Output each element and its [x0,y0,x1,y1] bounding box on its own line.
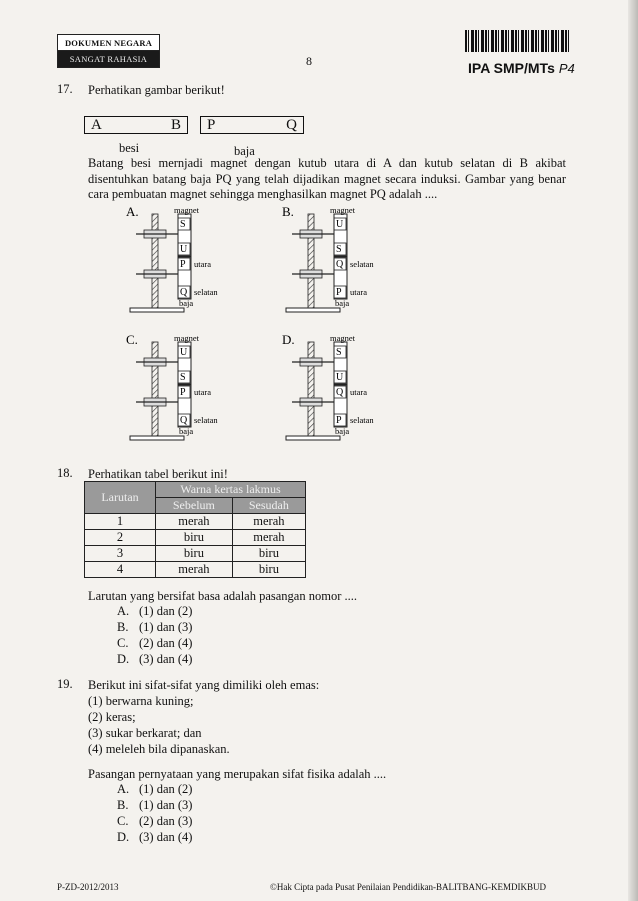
stand-pole [308,342,314,438]
table-row [85,546,306,562]
stand-pole [152,214,158,310]
q18-option-b[interactable]: B. (1) dan (3) [117,620,193,634]
steel-label: baja [335,298,350,308]
steel-bottom-end: Q [180,287,188,298]
subject-handwritten-mark: P4 [558,61,575,76]
litmus-table [84,481,306,578]
row-before: biru [156,546,233,562]
table-row [85,514,306,530]
row-before: merah [156,514,233,530]
subject-text: IPA SMP/MTs [468,60,555,76]
magnet-label: magnet [174,205,200,215]
steel-bottom-end: P [336,415,342,426]
barcode-icon [465,30,569,52]
steel-top-end: P [180,259,186,270]
steel-bottom-pole: selatan [194,287,218,297]
q19-body [88,677,319,757]
header-litmus-color: Warna kertas lakmus [156,482,306,498]
option-diagram-b [282,204,374,312]
q18-options [117,603,192,667]
q19-statement: (1) berwarna kuning; [88,694,194,708]
steel-bottom-pole: utara [350,287,367,297]
steel-top-pole: utara [350,387,367,397]
steel-bottom-pole: selatan [194,415,218,425]
row-before: merah [156,562,233,578]
q19-question: Pasangan pernyataan yang merupakan sifat fisika adalah .... [88,767,387,781]
row-after: biru [232,546,305,562]
magnet-label: magnet [330,333,356,343]
q19-option-a[interactable]: A. (1) dan (2) [117,782,193,796]
document-classification-box [57,34,160,68]
row-after: merah [232,514,305,530]
steel-top-pole: utara [194,259,211,269]
header-larutan: Larutan [85,482,156,514]
row-number: 3 [85,546,156,562]
q19-number: 19. [57,677,73,691]
q19-options [117,781,192,845]
bar-end-b: B [170,116,181,133]
stand-base [130,436,184,440]
row-after: merah [232,530,305,546]
option-letter: B. [282,204,294,219]
footer-code: P-ZD-2012/2013 [57,882,119,892]
q19-prompt: Berikut ini sifat-sifat yang dimiliki oleh emas: [88,678,320,692]
q19-statement: (2) keras; [88,710,136,724]
doc-classification-line2: SANGAT RAHASIA [58,51,159,67]
table-row [85,562,306,578]
option-letter: A. [126,204,139,219]
page-number: 8 [306,54,312,68]
q17-number: 17. [57,82,73,96]
steel-bottom-end: P [336,287,342,298]
stand-pole [308,214,314,310]
magnet-top-pole: U [180,347,188,358]
stand-base [286,308,340,312]
stand-base [286,436,340,440]
magnet-label: magnet [330,205,356,215]
q19-option-c[interactable]: C. (2) dan (3) [117,814,193,828]
q18-question: Larutan yang bersifat basa adalah pasangan nomor .... [88,589,357,603]
table-row [85,530,306,546]
steel-label: baja [179,298,194,308]
magnet-bottom-pole: S [336,244,342,255]
q18-number: 18. [57,466,73,480]
steel-bar-caption: baja [234,144,255,158]
q19-statement: (3) sukar berkarat; dan [88,726,202,740]
row-number: 2 [85,530,156,546]
subject-title [468,60,575,76]
option-diagram-c [126,332,218,440]
steel-top-pole: selatan [350,259,374,269]
option-letter: D. [282,332,295,347]
bar-end-a: A [91,116,102,133]
q19-option-d[interactable]: D. (3) dan (4) [117,830,193,844]
q17-prompt: Perhatikan gambar berikut! [88,83,225,97]
steel-top-pole: utara [194,387,211,397]
q18-option-d[interactable]: D. (3) dan (4) [117,652,193,666]
steel-label: baja [179,426,194,436]
option-diagram-d [282,332,374,440]
bar-end-p: P [207,116,216,133]
row-number: 4 [85,562,156,578]
row-before: biru [156,530,233,546]
q19-option-b[interactable]: B. (1) dan (3) [117,798,193,812]
header-before: Sebelum [156,498,233,514]
magnet-label: magnet [174,333,200,343]
steel-top-end: P [180,387,186,398]
q18-option-a[interactable]: A. (1) dan (2) [117,604,193,618]
q18-option-c[interactable]: C. (2) dan (4) [117,636,193,650]
magnet-top-pole: S [180,219,186,230]
stand-base [130,308,184,312]
steel-bar-pq [200,116,304,134]
magnet-top-pole: S [336,347,342,358]
page-edge-shadow [628,0,638,901]
steel-top-end: Q [336,387,344,398]
steel-bottom-end: Q [180,415,188,426]
row-after: biru [232,562,305,578]
steel-bottom-pole: selatan [350,415,374,425]
bar-end-q: Q [286,116,297,133]
magnet-bottom-pole: S [180,372,186,383]
stand-pole [152,342,158,438]
steel-label: baja [335,426,350,436]
q17-options-figure [100,200,440,452]
option-letter: C. [126,332,138,347]
row-number: 1 [85,514,156,530]
magnet-bottom-pole: U [336,372,344,383]
magnet-bottom-pole: U [180,244,188,255]
q19-statement: (4) meleleh bila dipanaskan. [88,742,230,756]
doc-classification-line1: DOKUMEN NEGARA [58,35,159,51]
magnet-top-pole: U [336,219,344,230]
steel-top-end: Q [336,259,344,270]
iron-bar-ab [84,116,188,134]
header-after: Sesudah [232,498,305,514]
footer-copyright: ©Hak Cipta pada Pusat Penilaian Pendidikan-BALITBANG-KEMDIKBUD [270,882,547,892]
option-diagram-a [126,204,218,312]
iron-bar-caption: besi [119,141,140,155]
q18-prompt: Perhatikan tabel berikut ini! [88,467,228,481]
q17-paragraph: Batang besi mernjadi magnet dengan kutub utara di A dan kutub selatan di B akibat disentuhkan batang baja PQ yang telah dijadikan magnet secara induksi. Gambar yang benar cara pembuatan magnet sehingga menghasilkan magnet PQ adalah .... [88,156,566,201]
